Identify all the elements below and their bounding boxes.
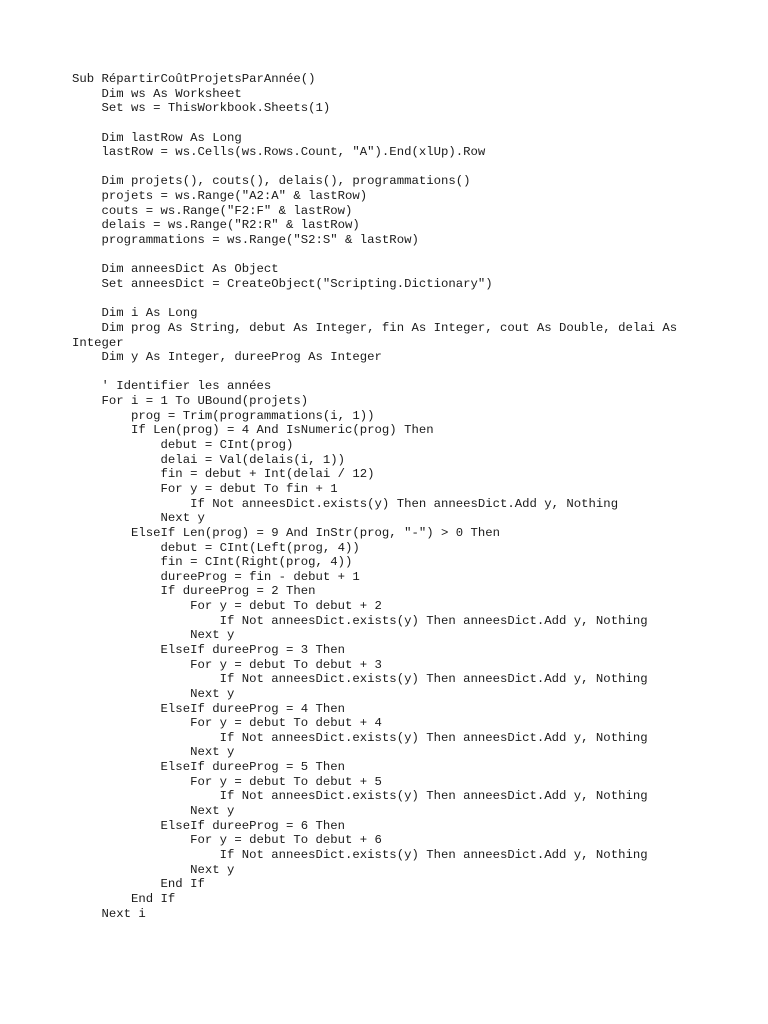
code-line: dureeProg = fin - debut + 1 [72, 569, 360, 584]
code-line: prog = Trim(programmations(i, 1)) [72, 408, 375, 423]
code-line: Dim projets(), couts(), delais(), programmations() [72, 174, 471, 189]
code-line: Next y [72, 511, 205, 526]
code-line: ElseIf dureeProg = 5 Then [72, 760, 346, 775]
code-line: If Not anneesDict.exists(y) Then anneesDict.Add y, Nothing [72, 730, 648, 745]
code-line: For i = 1 To UBound(projets) [72, 394, 309, 409]
code-line: For y = debut To debut + 3 [72, 657, 382, 672]
code-line: Next y [72, 862, 235, 877]
code-line: fin = CInt(Right(prog, 4)) [72, 555, 353, 570]
code-line: programmations = ws.Range("S2:S" & lastRow) [72, 233, 419, 248]
code-line: Dim y As Integer, dureeProg As Integer [72, 350, 382, 365]
code-line: ElseIf dureeProg = 6 Then [72, 818, 346, 833]
code-line [72, 248, 712, 263]
code-line: Next y [72, 628, 235, 643]
code-line: delai = Val(delais(i, 1)) [72, 452, 346, 467]
code-line: projets = ws.Range("A2:A" & lastRow) [72, 189, 368, 204]
code-line [72, 116, 712, 131]
code-line: If Len(prog) = 4 And IsNumeric(prog) Then [72, 423, 434, 438]
code-line: debut = CInt(Left(prog, 4)) [72, 540, 360, 555]
code-line: Set ws = ThisWorkbook.Sheets(1) [72, 101, 331, 116]
code-line: ElseIf Len(prog) = 9 And InStr(prog, "-") > 0 Then [72, 525, 501, 540]
code-line: For y = debut To debut + 6 [72, 833, 382, 848]
code-line [72, 292, 712, 307]
code-line: Next y [72, 686, 235, 701]
code-line [72, 160, 712, 175]
code-line: Next y [72, 745, 235, 760]
code-line: debut = CInt(prog) [72, 438, 294, 453]
code-line: Integer [72, 335, 124, 350]
code-line: Dim prog As String, debut As Integer, fin As Integer, cout As Double, delai As [72, 320, 678, 335]
code-line: End If [72, 891, 176, 906]
code-line: Dim lastRow As Long [72, 130, 242, 145]
code-line: For y = debut To debut + 5 [72, 774, 382, 789]
code-line: If Not anneesDict.exists(y) Then anneesDict.Add y, Nothing [72, 613, 648, 628]
code-line: fin = debut + Int(delai / 12) [72, 467, 375, 482]
code-line: End If [72, 877, 205, 892]
code-line: Dim anneesDict As Object [72, 262, 279, 277]
code-line: Sub RépartirCoûtProjetsParAnnée() [72, 72, 316, 86]
code-line: Dim i As Long [72, 306, 198, 321]
code-line: Next i [72, 906, 146, 921]
code-line: If Not anneesDict.exists(y) Then anneesDict.Add y, Nothing [72, 789, 648, 804]
code-line: If Not anneesDict.exists(y) Then anneesDict.Add y, Nothing [72, 847, 648, 862]
code-line: lastRow = ws.Cells(ws.Rows.Count, "A").End(xlUp).Row [72, 145, 486, 160]
code-line: If dureeProg = 2 Then [72, 584, 316, 599]
code-line: delais = ws.Range("R2:R" & lastRow) [72, 218, 360, 233]
code-line: ElseIf dureeProg = 3 Then [72, 642, 346, 657]
code-line: couts = ws.Range("F2:F" & lastRow) [72, 203, 353, 218]
code-line: Set anneesDict = CreateObject("Scripting.Dictionary") [72, 276, 493, 291]
code-line: If Not anneesDict.exists(y) Then anneesDict.Add y, Nothing [72, 496, 619, 511]
code-line: For y = debut To debut + 2 [72, 599, 382, 614]
code-line [72, 365, 712, 380]
code-line: ' Identifier les années [72, 379, 272, 394]
code-line: Next y [72, 804, 235, 819]
code-line: ElseIf dureeProg = 4 Then [72, 701, 346, 716]
code-line: For y = debut To fin + 1 [72, 481, 338, 496]
code-listing [72, 72, 712, 921]
code-line: If Not anneesDict.exists(y) Then anneesDict.Add y, Nothing [72, 672, 648, 687]
code-line: For y = debut To debut + 4 [72, 716, 382, 731]
code-line: Dim ws As Worksheet [72, 86, 242, 101]
